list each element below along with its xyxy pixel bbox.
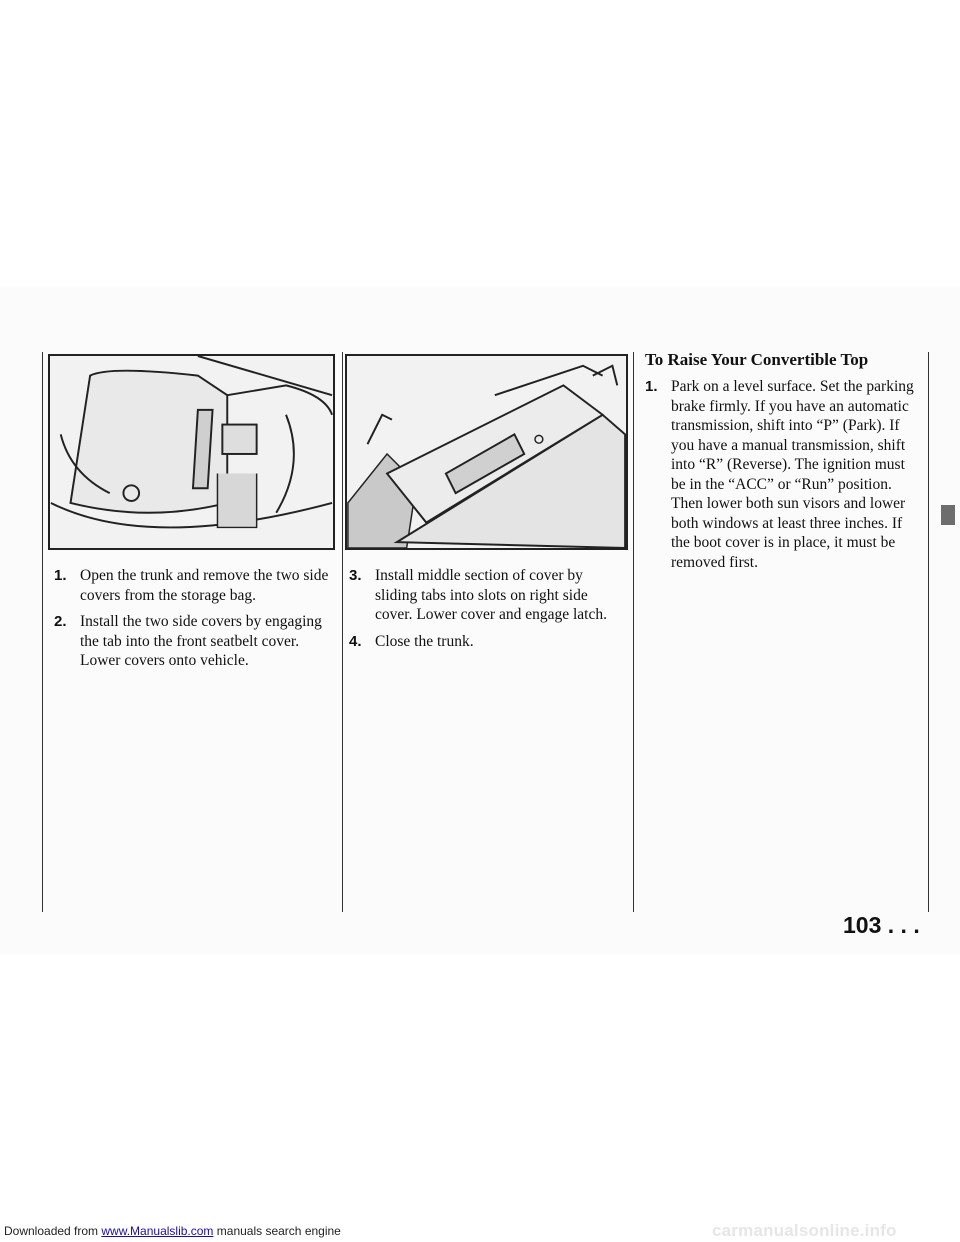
- illustration-middle-cover: [345, 354, 628, 550]
- step-number: 4.: [349, 632, 362, 650]
- section-title: To Raise Your Convertible Top: [645, 350, 869, 369]
- section-tab-marker: [941, 505, 955, 525]
- list-item: [54, 612, 339, 671]
- manualslib-link[interactable]: www.Manualslib.com: [101, 1224, 214, 1238]
- column-rule-left: [42, 352, 43, 912]
- step-text: Install the two side covers by engaging the tab into the front seatbelt cover. Lower covers onto vehicle.: [80, 613, 322, 669]
- list-item: [349, 566, 627, 625]
- footer-prefix: Downloaded from: [4, 1224, 102, 1238]
- list-item: [645, 377, 923, 572]
- step-number: 3.: [349, 567, 362, 584]
- watermark: carmanualsonline.info: [712, 1221, 897, 1240]
- column-rule-edge: [928, 352, 929, 912]
- column-rule-middle: [342, 352, 343, 912]
- step-text: Park on a level surface. Set the parking brake firmly. If you have an automatic transmission, shift into “P” (Park). If you have a manual transmission, shift into “R” (Reverse). The ignition must be in the “ACC” or “Run” position. Then lower both sun visors and lower both windows at least three inches. If the boot cover is in place, it must be removed first.: [671, 378, 914, 571]
- middle-steps: [349, 566, 627, 658]
- step-number: 1.: [645, 378, 658, 395]
- step-number: 1.: [54, 567, 67, 584]
- step-text: Open the trunk and remove the two side covers from the storage bag.: [80, 567, 329, 604]
- list-item: [349, 632, 627, 652]
- list-item: [54, 566, 339, 605]
- illustration-side-covers: [48, 354, 335, 550]
- page-number: 103 . . .: [843, 912, 920, 938]
- footer-suffix: manuals search engine: [213, 1224, 341, 1238]
- step-text: Close the trunk.: [375, 632, 474, 650]
- left-steps: [54, 566, 339, 678]
- right-steps: [645, 377, 923, 579]
- step-number: 2.: [54, 613, 67, 630]
- download-footer: [4, 1224, 341, 1238]
- step-text: Install middle section of cover by sliding tabs into slots on right side cover. Lower cover and engage latch.: [375, 567, 607, 623]
- column-rule-right: [633, 352, 634, 912]
